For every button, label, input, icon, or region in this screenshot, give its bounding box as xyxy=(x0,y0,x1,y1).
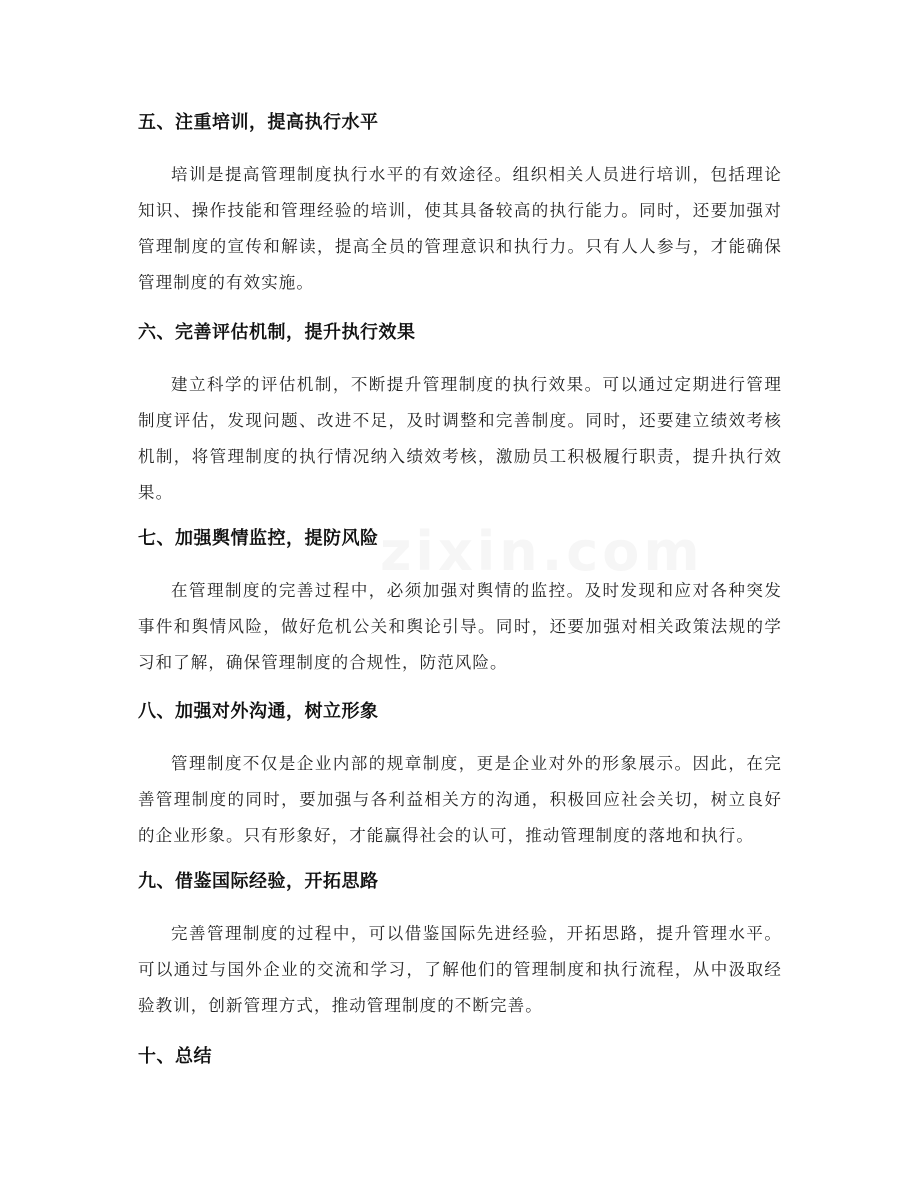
section-paragraph: 在管理制度的完善过程中，必须加强对舆情的监控。及时发现和应对各种突发事件和舆情风险，做好危机公关和舆论引导。同时，还要加强对相关政策法规的学习和了解，确保管理制度的合规性，防范风险。 xyxy=(138,581,782,672)
section-5 xyxy=(138,111,782,301)
watermark: zixin.com xyxy=(380,520,704,583)
section-8 xyxy=(138,700,782,854)
section-6 xyxy=(138,321,782,511)
section-7 xyxy=(138,527,782,681)
section-paragraph: 建立科学的评估机制，不断提升管理制度的执行效果。可以通过定期进行管理制度评估，发现问题、改进不足，及时调整和完善制度。同时，还要建立绩效考核机制，将管理制度的执行情况纳入绩效考核，激励员工积极履行职责，提升执行效果。 xyxy=(138,375,782,502)
section-heading: 八、加强对外沟通，树立形象 xyxy=(138,701,379,722)
section-heading: 十、总结 xyxy=(138,1046,212,1067)
section-paragraph: 管理制度不仅是企业内部的规章制度，更是企业对外的形象展示。因此，在完善管理制度的同时，要加强与各利益相关方的沟通，积极回应社会关切，树立良好的企业形象。只有形象好，才能赢得社会的认可，推动管理制度的落地和执行。 xyxy=(138,754,782,845)
section-heading: 九、借鉴国际经验，开拓思路 xyxy=(138,871,379,892)
section-paragraph: 培训是提高管理制度执行水平的有效途径。组织相关人员进行培训，包括理论知识、操作技能和管理经验的培训，使其具备较高的执行能力。同时，还要加强对管理制度的宣传和解读，提高全员的管理意识和执行力。只有人人参与，才能确保管理制度的有效实施。 xyxy=(138,165,782,292)
section-heading: 七、加强舆情监控，提防风险 xyxy=(138,528,379,549)
section-10 xyxy=(138,1045,782,1069)
section-paragraph: 完善管理制度的过程中，可以借鉴国际先进经验，开拓思路，提升管理水平。可以通过与国外企业的交流和学习，了解他们的管理制度和执行流程，从中汲取经验教训，创新管理方式，推动管理制度的不断完善。 xyxy=(138,924,782,1015)
section-9 xyxy=(138,870,782,1024)
section-heading: 五、注重培训，提高执行水平 xyxy=(138,112,379,133)
section-heading: 六、完善评估机制，提升执行效果 xyxy=(138,322,416,343)
